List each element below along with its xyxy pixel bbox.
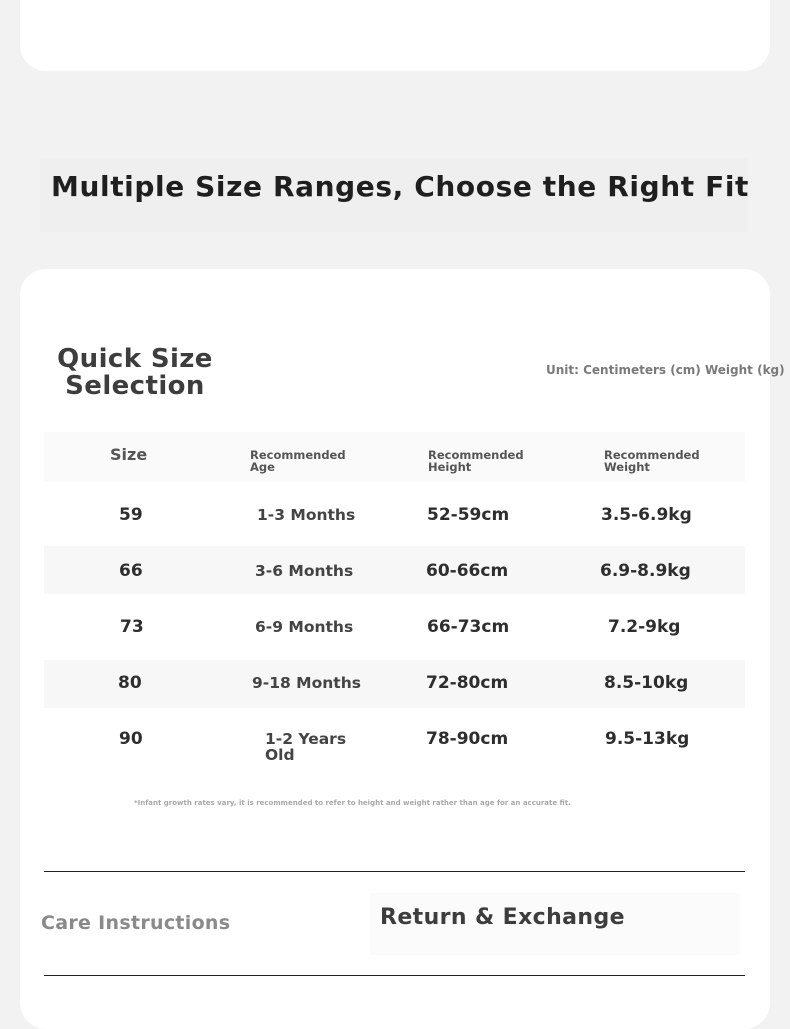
fit-footnote: *Infant growth rates vary, it is recommended to refer to height and weight rather than age for an accurate fit. xyxy=(134,799,571,807)
cell-weight: 6.9-8.9kg xyxy=(600,561,691,581)
section-headline: Multiple Size Ranges, Choose the Right Fit xyxy=(51,170,750,203)
cell-age: 1-3 Months xyxy=(257,506,356,524)
column-header-weight: Recommended Weight xyxy=(604,448,700,474)
tab-return-exchange[interactable]: Return & Exchange xyxy=(380,905,625,930)
quick-size-title: Quick Size Selection xyxy=(57,344,213,401)
previous-section-card xyxy=(20,0,770,71)
column-header-height: Recommended Height xyxy=(428,448,524,474)
cell-weight: 7.2-9kg xyxy=(608,617,681,637)
column-header-age: Recommended Age xyxy=(250,448,346,474)
cell-size: 90 xyxy=(119,729,143,749)
column-header-size: Size xyxy=(110,445,148,464)
cell-height: 52-59cm xyxy=(427,505,510,525)
tab-care-instructions[interactable]: Care Instructions xyxy=(41,912,231,934)
divider-bottom xyxy=(44,975,745,976)
cell-size: 80 xyxy=(118,673,142,693)
cell-age: 3-6 Months xyxy=(255,562,354,580)
cell-weight: 8.5-10kg xyxy=(604,673,689,693)
cell-age: 9-18 Months xyxy=(252,674,361,692)
cell-size: 66 xyxy=(119,561,143,581)
cell-weight: 3.5-6.9kg xyxy=(601,505,692,525)
cell-height: 72-80cm xyxy=(426,673,509,693)
cell-height: 66-73cm xyxy=(427,617,510,637)
cell-age: 1-2 Years Old xyxy=(265,730,347,764)
cell-age: 6-9 Months xyxy=(255,618,354,636)
cell-size: 73 xyxy=(120,617,144,637)
cell-size: 59 xyxy=(119,505,143,525)
divider-top xyxy=(44,871,745,872)
unit-note: Unit: Centimeters (cm) Weight (kg) xyxy=(546,363,785,377)
cell-height: 78-90cm xyxy=(426,729,509,749)
cell-weight: 9.5-13kg xyxy=(605,729,690,749)
cell-height: 60-66cm xyxy=(426,561,509,581)
